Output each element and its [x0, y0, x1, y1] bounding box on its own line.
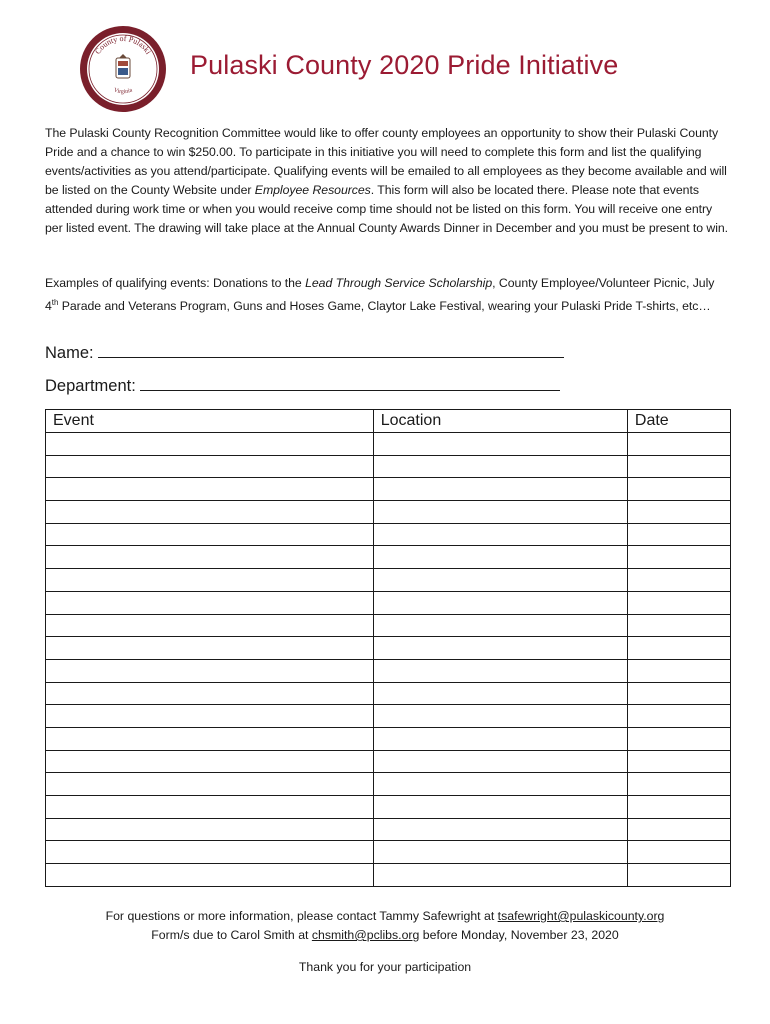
date-cell[interactable]: [627, 614, 730, 637]
table-row: [46, 501, 731, 524]
location-cell[interactable]: [373, 637, 627, 660]
event-cell[interactable]: [46, 523, 374, 546]
table-row: [46, 796, 731, 819]
event-cell[interactable]: [46, 501, 374, 524]
table-row: [46, 614, 731, 637]
county-seal-logo: [78, 24, 168, 114]
table-row: [46, 705, 731, 728]
events-table: [45, 409, 731, 887]
scholarship-text: Lead Through Service Scholarship: [305, 276, 493, 290]
table-row: [46, 818, 731, 841]
date-cell[interactable]: [627, 682, 730, 705]
table-header-row: [46, 410, 731, 433]
date-cell[interactable]: [627, 455, 730, 478]
seal-top-text: County of Pulaski: [93, 33, 153, 56]
location-cell[interactable]: [373, 773, 627, 796]
date-cell[interactable]: [627, 659, 730, 682]
table-row: [46, 455, 731, 478]
seal-bottom-text: Virginia: [112, 87, 134, 96]
location-cell[interactable]: [373, 523, 627, 546]
date-cell[interactable]: [627, 727, 730, 750]
table-row: [46, 864, 731, 887]
table-row: [46, 433, 731, 456]
event-cell[interactable]: [46, 637, 374, 660]
location-cell[interactable]: [373, 501, 627, 524]
event-cell[interactable]: [46, 455, 374, 478]
intro-paragraph: The Pulaski County Recognition Committee would like to offer county employees an opportunity to show their Pulaski County Pride and a chance to win $250.00. To participate in this initiative you will need to complete this form and list the qualifying events/activities as you attend/participate. Qualifying events will be emailed to all employees as they become available and will be listed on the County Website under Employee Resources. This form will also be located there. Please note that events attended during work time or when you would receive comp time should not be listed on this form. You will receive one entry per listed event. The drawing will take place at the Annual County Awards Dinner in December and you must be present to win.: [45, 126, 729, 235]
table-row: [46, 591, 731, 614]
event-cell[interactable]: [46, 433, 374, 456]
employee-resources-text: Employee Resources: [254, 183, 371, 197]
event-cell[interactable]: [46, 796, 374, 819]
event-cell[interactable]: [46, 773, 374, 796]
location-cell[interactable]: [373, 478, 627, 501]
date-cell[interactable]: [627, 569, 730, 592]
department-label: Department:: [45, 377, 136, 395]
location-cell[interactable]: [373, 614, 627, 637]
date-cell[interactable]: [627, 796, 730, 819]
location-cell[interactable]: [373, 864, 627, 887]
contact-line: For questions or more information, please contact Tammy Safewright at tsafewright@pulaskicounty.org: [105, 909, 665, 923]
date-cell[interactable]: [627, 841, 730, 864]
location-cell[interactable]: [373, 818, 627, 841]
location-cell[interactable]: [373, 546, 627, 569]
event-cell[interactable]: [46, 841, 374, 864]
contact-email-link[interactable]: tsafewright@pulaskicounty.org: [497, 909, 665, 923]
event-cell[interactable]: [46, 546, 374, 569]
header-event: Event: [46, 410, 374, 433]
event-cell[interactable]: [46, 818, 374, 841]
department-field-blank[interactable]: [140, 376, 560, 391]
date-cell[interactable]: [627, 523, 730, 546]
table-row: [46, 546, 731, 569]
department-field-row: [45, 376, 560, 396]
name-label: Name:: [45, 344, 94, 362]
date-cell[interactable]: [627, 818, 730, 841]
event-cell[interactable]: [46, 682, 374, 705]
table-row: [46, 841, 731, 864]
table-row: [46, 637, 731, 660]
date-cell[interactable]: [627, 546, 730, 569]
date-cell[interactable]: [627, 773, 730, 796]
location-cell[interactable]: [373, 841, 627, 864]
table-row: [46, 478, 731, 501]
location-cell[interactable]: [373, 705, 627, 728]
table-row: [46, 682, 731, 705]
name-field-blank[interactable]: [98, 343, 564, 358]
examples-paragraph: Examples of qualifying events: Donations to the Lead Through Service Scholarship, County Employee/Volunteer Picnic, July 4th Parade and Veterans Program, Guns and Hoses Game, Claytor Lake Festival, wearing your Pulaski Pride T-shirts, etc…: [45, 276, 715, 314]
event-cell[interactable]: [46, 750, 374, 773]
submit-email-link[interactable]: chsmith@pclibs.org: [311, 928, 420, 942]
table-row: [46, 523, 731, 546]
thank-you-text: Thank you for your participation: [298, 960, 472, 974]
header-location: Location: [373, 410, 627, 433]
event-cell[interactable]: [46, 614, 374, 637]
date-cell[interactable]: [627, 591, 730, 614]
location-cell[interactable]: [373, 591, 627, 614]
event-cell[interactable]: [46, 705, 374, 728]
date-cell[interactable]: [627, 637, 730, 660]
table-row: [46, 750, 731, 773]
table-row: [46, 727, 731, 750]
location-cell[interactable]: [373, 659, 627, 682]
event-cell[interactable]: [46, 727, 374, 750]
location-cell[interactable]: [373, 455, 627, 478]
table-row: [46, 773, 731, 796]
table-row: [46, 659, 731, 682]
table-row: [46, 569, 731, 592]
date-cell[interactable]: [627, 433, 730, 456]
due-line: Form/s due to Carol Smith at chsmith@pclibs.org before Monday, November 23, 2020: [151, 928, 619, 942]
location-cell[interactable]: [373, 433, 627, 456]
event-cell[interactable]: [46, 659, 374, 682]
date-cell[interactable]: [627, 750, 730, 773]
page-title: Pulaski County 2020 Pride Initiative: [190, 50, 619, 80]
event-cell[interactable]: [46, 864, 374, 887]
location-cell[interactable]: [373, 569, 627, 592]
event-cell[interactable]: [46, 591, 374, 614]
location-cell[interactable]: [373, 796, 627, 819]
events-table-body: [46, 433, 731, 887]
location-cell[interactable]: [373, 727, 627, 750]
date-cell[interactable]: [627, 864, 730, 887]
date-cell[interactable]: [627, 478, 730, 501]
date-cell[interactable]: [627, 501, 730, 524]
name-field-row: [45, 343, 564, 363]
event-cell[interactable]: [46, 478, 374, 501]
date-cell[interactable]: [627, 705, 730, 728]
location-cell[interactable]: [373, 750, 627, 773]
event-cell[interactable]: [46, 569, 374, 592]
header-date: Date: [627, 410, 730, 433]
location-cell[interactable]: [373, 682, 627, 705]
